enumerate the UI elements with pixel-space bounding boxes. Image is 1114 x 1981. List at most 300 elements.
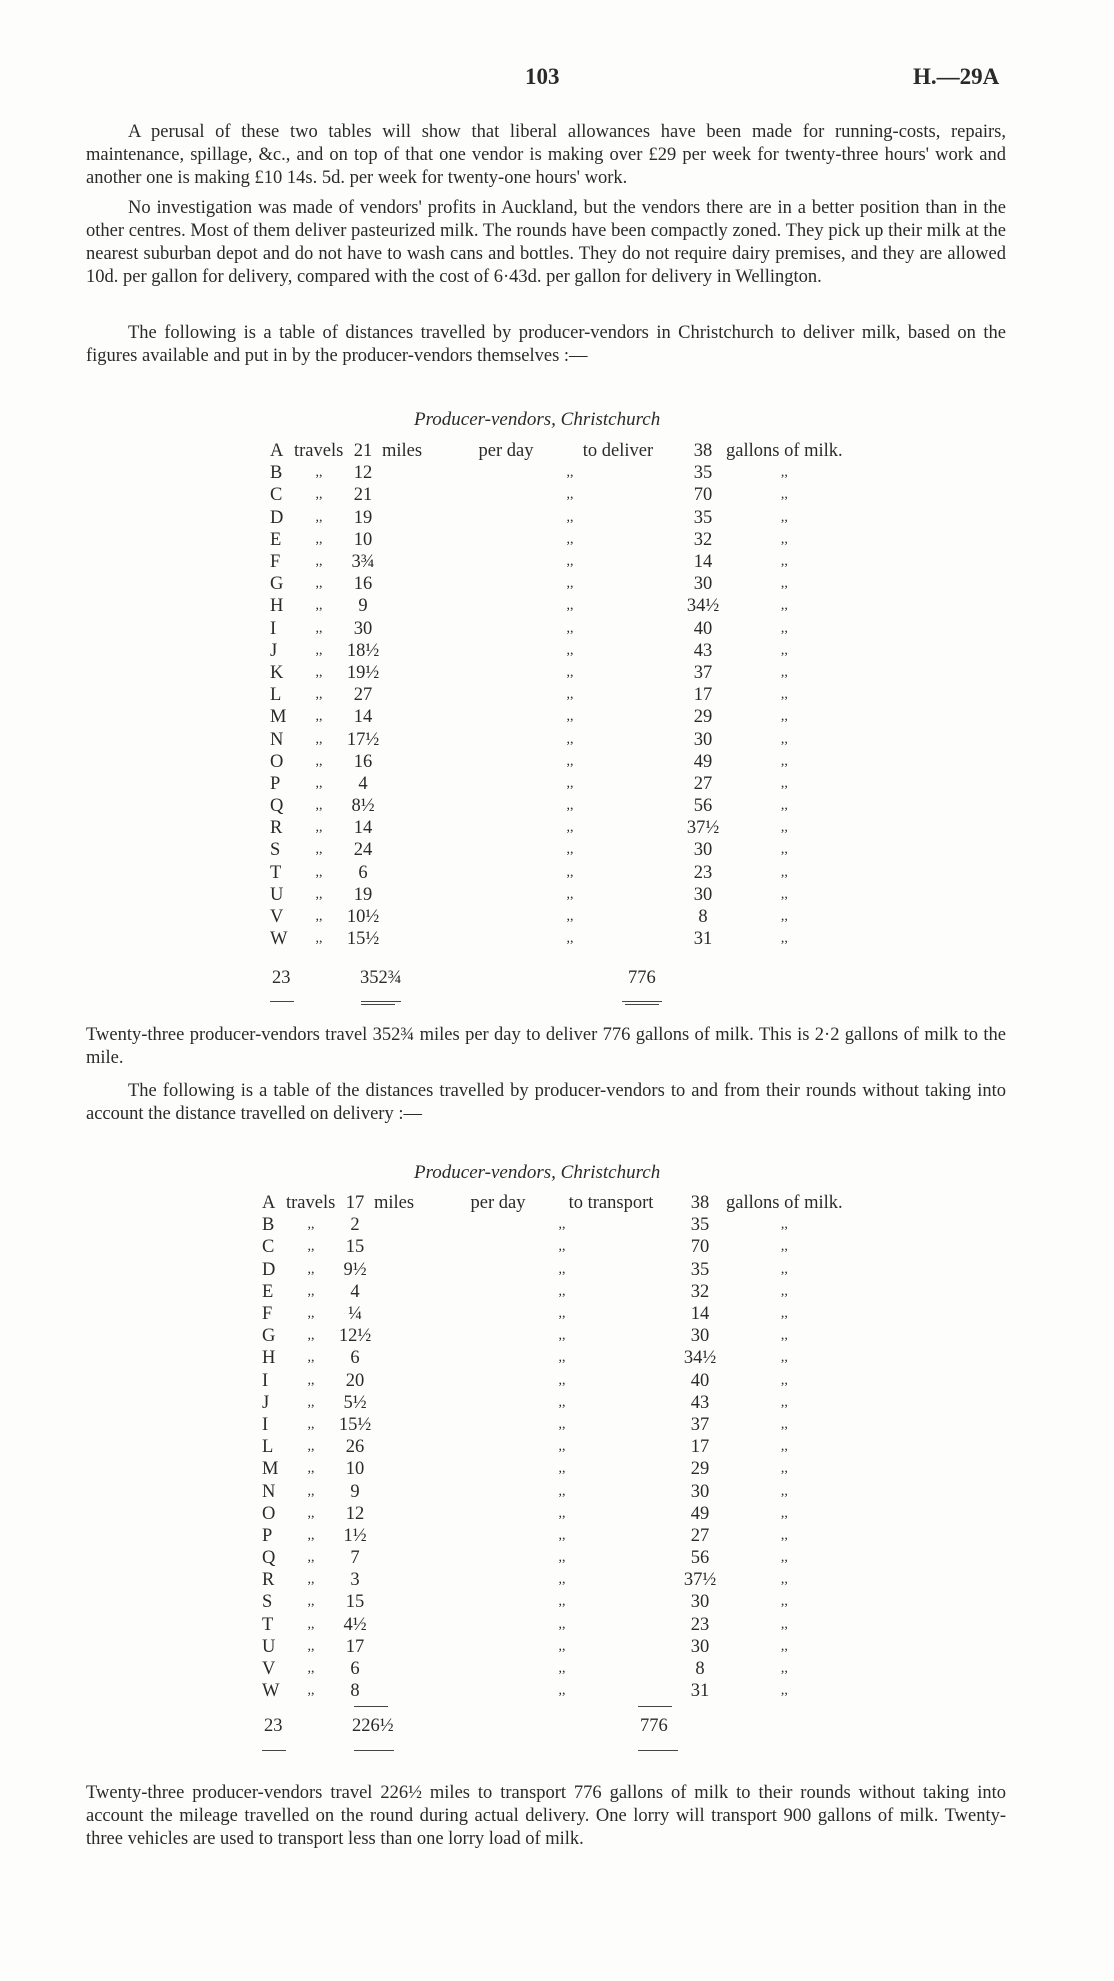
miles-value: 6: [350, 1659, 360, 1680]
table-row: [262, 1281, 843, 1303]
gallons-value: 17: [690, 1437, 710, 1458]
spacer: [456, 795, 556, 817]
spacer: [584, 906, 680, 928]
travels-ditto: ,,: [307, 1261, 315, 1277]
per-day-word: per day: [470, 1193, 526, 1214]
spacer: [374, 1236, 448, 1258]
gallons-ditto: ,,: [780, 465, 788, 481]
travels-ditto: ,,: [307, 1505, 315, 1521]
gallons-ditto: ,,: [780, 1572, 788, 1588]
miles-value: 12: [345, 1503, 365, 1524]
miles-word: miles: [382, 441, 423, 462]
spacer: [382, 773, 456, 795]
spacer: [576, 1458, 674, 1480]
spacer: [448, 1636, 548, 1658]
miles-value: 14: [353, 707, 373, 728]
spacer: [456, 640, 556, 662]
gallons-ditto: ,,: [780, 1483, 788, 1499]
miles-value: 3: [350, 1570, 360, 1591]
vendor-letter: J: [262, 1392, 270, 1413]
table-row: [262, 1569, 843, 1591]
table-row: [262, 1325, 843, 1347]
spacer: [576, 1392, 674, 1414]
per-day-ditto: ,,: [566, 886, 574, 902]
per-day-ditto: ,,: [566, 731, 574, 747]
spacer: [584, 507, 680, 529]
vendor-letter: I: [262, 1370, 269, 1391]
gallons-value: 14: [690, 1304, 710, 1325]
miles-value: 4: [350, 1281, 360, 1302]
travels-ditto: ,,: [307, 1661, 315, 1677]
spacer: [456, 706, 556, 728]
table1-body: [270, 440, 843, 950]
table2-total-gallons: 776: [640, 1716, 668, 1736]
per-day-ditto: ,,: [558, 1261, 566, 1277]
miles-value: 6: [350, 1348, 360, 1369]
miles-value: 19½: [346, 662, 380, 683]
vendor-letter: A: [262, 1193, 276, 1214]
table2-distances-transport: [262, 1192, 843, 1702]
per-day-ditto: ,,: [558, 1661, 566, 1677]
spacer: [382, 839, 456, 861]
gallons-value: 29: [693, 707, 713, 728]
spacer: [584, 795, 680, 817]
gallons-value: 30: [693, 840, 713, 861]
spacer: [448, 1591, 548, 1613]
gallons-value: 27: [693, 773, 713, 794]
paragraph-5: The following is a table of the distances travelled by producer-vendors to and from their rounds without taking into account the distance travelled on delivery :—: [86, 1081, 1006, 1124]
spacer: [456, 728, 556, 750]
table-row: [262, 1347, 843, 1369]
per-day-ditto: ,,: [558, 1394, 566, 1410]
miles-value: 17½: [346, 729, 380, 750]
table-row: [270, 529, 843, 551]
vendor-letter: O: [262, 1503, 276, 1524]
vendor-letter: P: [270, 773, 281, 794]
table-row: [262, 1436, 843, 1458]
vendor-letter: I: [262, 1414, 269, 1435]
spacer: [448, 1503, 548, 1525]
spacer: [382, 462, 456, 484]
paragraph-4: Twenty-three producer-vendors travel 352¾ miles per day to deliver 776 gallons of milk. This is 2·2 gallons of milk to the mile.: [86, 1025, 1006, 1068]
travels-ditto: ,,: [307, 1616, 315, 1632]
gallons-ditto: ,,: [780, 620, 788, 636]
gallons-value: 8: [695, 1659, 705, 1680]
spacer: [448, 1658, 548, 1680]
table1-gallons-rule: [625, 1004, 659, 1005]
vendor-letter: W: [270, 929, 288, 950]
spacer: [448, 1614, 548, 1636]
travels-ditto: ,,: [315, 531, 323, 547]
travels-ditto: ,,: [307, 1638, 315, 1654]
spacer: [576, 1414, 674, 1436]
miles-value: 19: [353, 507, 373, 528]
miles-value: 21: [353, 485, 373, 506]
gallons-word: gallons of milk.: [726, 1193, 843, 1214]
gallons-value: 40: [693, 618, 713, 639]
per-day-ditto: ,,: [566, 798, 574, 814]
table-row: [270, 618, 843, 640]
table-row: [262, 1414, 843, 1436]
gallons-ditto: ,,: [780, 1661, 788, 1677]
miles-value: 7: [350, 1548, 360, 1569]
per-day-ditto: ,,: [558, 1239, 566, 1255]
gallons-value: 31: [693, 929, 713, 950]
gallons-value: 17: [693, 685, 713, 706]
spacer: [382, 484, 456, 506]
gallons-value: 30: [693, 884, 713, 905]
spacer: [374, 1436, 448, 1458]
spacer: [382, 595, 456, 617]
spacer: [576, 1569, 674, 1591]
gallons-ditto: ,,: [780, 1505, 788, 1521]
spacer: [374, 1547, 448, 1569]
gallons-value: 30: [690, 1636, 710, 1657]
travels-ditto: ,,: [307, 1550, 315, 1566]
spacer: [584, 573, 680, 595]
spacer: [382, 906, 456, 928]
vendor-letter: C: [262, 1237, 275, 1258]
vendor-letter: D: [262, 1259, 276, 1280]
table-row: [262, 1480, 843, 1502]
miles-value: 24: [353, 840, 373, 861]
vendor-letter: J: [270, 640, 278, 661]
per-day-ditto: ,,: [566, 620, 574, 636]
table-row: [262, 1591, 843, 1613]
spacer: [584, 773, 680, 795]
table-row: [262, 1636, 843, 1658]
spacer: [374, 1325, 448, 1347]
spacer: [374, 1503, 448, 1525]
vendor-letter: F: [262, 1304, 273, 1325]
vendor-letter: Q: [262, 1548, 276, 1569]
travels-ditto: ,,: [307, 1416, 315, 1432]
spacer: [576, 1236, 674, 1258]
spacer: [448, 1569, 548, 1591]
per-day-ditto: ,,: [566, 864, 574, 880]
miles-value: 15: [345, 1592, 365, 1613]
miles-value: 9: [350, 1481, 360, 1502]
gallons-ditto: ,,: [780, 1372, 788, 1388]
table-row: [270, 684, 843, 706]
spacer: [576, 1303, 674, 1325]
spacer: [584, 728, 680, 750]
gallons-ditto: ,,: [780, 1461, 788, 1477]
spacer: [448, 1392, 548, 1414]
table-row: [270, 640, 843, 662]
miles-value: 16: [353, 751, 373, 772]
miles-value: 26: [345, 1437, 365, 1458]
per-day-ditto: ,,: [558, 1572, 566, 1588]
spacer: [456, 484, 556, 506]
page-number: 103: [525, 64, 560, 89]
spacer: [448, 1281, 548, 1303]
miles-value: 16: [353, 574, 373, 595]
travels-ditto: ,,: [315, 642, 323, 658]
travels-ditto: ,,: [315, 709, 323, 725]
spacer: [456, 573, 556, 595]
gallons-ditto: ,,: [780, 1683, 788, 1699]
per-day-ditto: ,,: [558, 1217, 566, 1233]
spacer: [448, 1525, 548, 1547]
spacer: [576, 1591, 674, 1613]
gallons-ditto: ,,: [780, 487, 788, 503]
spacer: [456, 817, 556, 839]
spacer: [456, 773, 556, 795]
spacer: [448, 1480, 548, 1502]
gallons-ditto: ,,: [780, 753, 788, 769]
gallons-value: 23: [693, 862, 713, 883]
travels-ditto: ,,: [307, 1394, 315, 1410]
miles-value: ¼: [348, 1304, 362, 1325]
table2-total-miles: 226½: [352, 1716, 394, 1736]
table-row: [270, 906, 843, 928]
gallons-ditto: ,,: [780, 709, 788, 725]
table-row: [270, 662, 843, 684]
vendor-letter: I: [270, 618, 277, 639]
travels-ditto: ,,: [307, 1439, 315, 1455]
spacer: [576, 1370, 674, 1392]
travels-ditto: ,,: [307, 1483, 315, 1499]
vendor-letter: O: [270, 751, 284, 772]
miles-value: 20: [345, 1370, 365, 1391]
paragraph-2: No investigation was made of vendors' profits in Auckland, but the vendors there are in a better position than in the other centres. Most of them deliver pasteurized milk. The rounds have been compactly zoned. They pick up their milk at the nearest suburban depot and do not have to wash cans and bottles. They do not require dairy premises, and they are allowed 10d. per gallon for delivery, compared with the cost of 6·43d. per gallon for delivery in Wellington.: [86, 198, 1006, 287]
gallons-word: gallons of milk.: [726, 441, 843, 462]
miles-value: 19: [353, 884, 373, 905]
per-day-ditto: ,,: [566, 909, 574, 925]
spacer: [448, 1325, 548, 1347]
table-row: [270, 573, 843, 595]
spacer: [374, 1370, 448, 1392]
travels-ditto: ,,: [315, 909, 323, 925]
spacer: [584, 884, 680, 906]
per-day-ditto: ,,: [566, 576, 574, 592]
spacer: [382, 551, 456, 573]
gallons-ditto: ,,: [780, 1239, 788, 1255]
per-day-ditto: ,,: [566, 642, 574, 658]
gallons-value: 38: [690, 1193, 710, 1214]
vendor-letter: H: [270, 596, 284, 617]
gallons-value: 35: [690, 1259, 710, 1280]
gallons-value: 32: [693, 529, 713, 550]
travels-word: travels: [294, 441, 344, 462]
table1-total-underline-gallons: [622, 1001, 662, 1002]
spacer: [584, 462, 680, 484]
per-day-ditto: ,,: [558, 1283, 566, 1299]
gallons-ditto: ,,: [780, 1283, 788, 1299]
document-reference: H.—29A: [913, 64, 1000, 89]
spacer: [374, 1569, 448, 1591]
spacer: [374, 1458, 448, 1480]
spacer: [456, 906, 556, 928]
gallons-ditto: ,,: [780, 1416, 788, 1432]
spacer: [374, 1525, 448, 1547]
gallons-value: 30: [693, 574, 713, 595]
spacer: [456, 662, 556, 684]
spacer: [456, 839, 556, 861]
gallons-ditto: ,,: [780, 1638, 788, 1654]
gallons-value: 35: [690, 1215, 710, 1236]
spacer: [382, 662, 456, 684]
table-row: [262, 1614, 843, 1636]
spacer: [448, 1236, 548, 1258]
spacer: [576, 1614, 674, 1636]
table-row: [270, 507, 843, 529]
miles-value: 4½: [343, 1614, 367, 1635]
spacer: [576, 1658, 674, 1680]
gallons-ditto: ,,: [780, 931, 788, 947]
table-row: [270, 706, 843, 728]
table1-first-row: [270, 440, 843, 462]
vendor-letter: K: [270, 662, 284, 683]
travels-ditto: ,,: [315, 842, 323, 858]
miles-value: 2: [350, 1215, 360, 1236]
gallons-value: 37: [693, 662, 713, 683]
table1-total-miles: 352¾: [360, 968, 402, 988]
spacer: [584, 551, 680, 573]
table-row: [270, 928, 843, 950]
miles-value: 21: [353, 441, 373, 462]
vendor-letter: F: [270, 552, 281, 573]
spacer: [456, 529, 556, 551]
vendor-letter: C: [270, 485, 283, 506]
gallons-value: 30: [693, 729, 713, 750]
per-day-ditto: ,,: [566, 598, 574, 614]
gallons-ditto: ,,: [780, 820, 788, 836]
spacer: [374, 1480, 448, 1502]
travels-ditto: ,,: [307, 1306, 315, 1322]
table2-total-underline-gallons: [638, 1750, 678, 1751]
table2-total-underline-vendors: [262, 1750, 286, 1751]
vendor-letter: W: [262, 1681, 280, 1702]
spacer: [576, 1503, 674, 1525]
table-row: [270, 751, 843, 773]
vendor-letter: U: [270, 884, 284, 905]
miles-value: 10: [353, 529, 373, 550]
miles-value: 5½: [343, 1392, 367, 1413]
per-day-ditto: ,,: [558, 1439, 566, 1455]
travels-ditto: ,,: [315, 598, 323, 614]
per-day-ditto: ,,: [566, 931, 574, 947]
travels-ditto: ,,: [315, 465, 323, 481]
vendor-letter: L: [262, 1437, 274, 1458]
travels-ditto: ,,: [307, 1217, 315, 1233]
table2-caption: Producer-vendors, Christchurch: [414, 1162, 661, 1183]
spacer: [374, 1303, 448, 1325]
gallons-ditto: ,,: [780, 909, 788, 925]
gallons-value: 30: [690, 1326, 710, 1347]
gallons-ditto: ,,: [780, 1217, 788, 1233]
spacer: [584, 595, 680, 617]
miles-value: 14: [353, 818, 373, 839]
spacer: [374, 1636, 448, 1658]
gallons-value: 49: [693, 751, 713, 772]
spacer: [584, 684, 680, 706]
vendor-letter: D: [270, 507, 284, 528]
spacer: [456, 551, 556, 573]
table-row: [262, 1259, 843, 1281]
vendor-letter: S: [270, 840, 281, 861]
spacer: [456, 862, 556, 884]
gallons-value: 35: [693, 507, 713, 528]
travels-ditto: ,,: [307, 1328, 315, 1344]
per-day-ditto: ,,: [558, 1638, 566, 1654]
spacer: [382, 862, 456, 884]
travels-ditto: ,,: [315, 798, 323, 814]
gallons-value: 70: [690, 1237, 710, 1258]
vendor-letter: A: [270, 441, 284, 462]
travels-ditto: ,,: [315, 576, 323, 592]
table-row: [270, 462, 843, 484]
per-day-ditto: ,,: [566, 509, 574, 525]
per-day-ditto: ,,: [558, 1527, 566, 1543]
per-day-ditto: ,,: [558, 1505, 566, 1521]
gallons-ditto: ,,: [780, 664, 788, 680]
travels-ditto: ,,: [315, 775, 323, 791]
vendor-letter: Q: [270, 796, 284, 817]
spacer: [584, 640, 680, 662]
paragraph-3: The following is a table of distances travelled by producer-vendors in Christchurch to deliver milk, based on the figures available and put in by the producer-vendors themselves :—: [86, 323, 1006, 366]
miles-word: miles: [374, 1193, 415, 1214]
spacer: [576, 1480, 674, 1502]
page-header: [0, 64, 1114, 98]
gallons-value: 30: [690, 1592, 710, 1613]
spacer: [382, 529, 456, 551]
spacer: [382, 573, 456, 595]
gallons-ditto: ,,: [780, 1350, 788, 1366]
miles-value: 17: [345, 1636, 365, 1657]
per-day-ditto: ,,: [558, 1550, 566, 1566]
per-day-ditto: ,,: [566, 687, 574, 703]
paragraph-6: Twenty-three producer-vendors travel 226½ miles to transport 776 gallons of milk to their rounds without taking into account the mileage travelled on the round during actual delivery. One lorry will transport 900 gallons of milk. Twenty-three vehicles are used to transport less than one lorry load of milk.: [86, 1783, 1006, 1849]
vendor-letter: P: [262, 1525, 273, 1546]
vendor-letter: V: [262, 1659, 276, 1680]
spacer: [584, 817, 680, 839]
miles-value: 27: [353, 685, 373, 706]
per-day-ditto: ,,: [566, 753, 574, 769]
table-row: [262, 1525, 843, 1547]
spacer: [576, 1347, 674, 1369]
table-row: [262, 1392, 843, 1414]
gallons-ditto: ,,: [780, 842, 788, 858]
gallons-value: 38: [693, 441, 713, 462]
per-day-ditto: ,,: [566, 820, 574, 836]
action-word: to transport: [568, 1193, 654, 1214]
spacer: [584, 928, 680, 950]
vendor-letter: B: [270, 463, 283, 484]
gallons-value: 34½: [683, 1348, 717, 1369]
spacer: [456, 928, 556, 950]
table-row: [262, 1680, 843, 1702]
gallons-value: 43: [693, 640, 713, 661]
spacer: [448, 1680, 548, 1702]
spacer: [456, 507, 556, 529]
vendor-letter: G: [270, 574, 284, 595]
travels-ditto: ,,: [315, 731, 323, 747]
spacer: [456, 618, 556, 640]
gallons-value: 43: [690, 1392, 710, 1413]
travels-ditto: ,,: [315, 864, 323, 880]
miles-value: 3¾: [351, 552, 375, 573]
gallons-ditto: ,,: [780, 1527, 788, 1543]
gallons-ditto: ,,: [780, 886, 788, 902]
gallons-value: 37½: [683, 1570, 717, 1591]
table1-total-underline-vendors: [270, 1001, 294, 1002]
gallons-ditto: ,,: [780, 1439, 788, 1455]
travels-ditto: ,,: [307, 1683, 315, 1699]
gallons-value: 34½: [686, 596, 720, 617]
table1-caption: Producer-vendors, Christchurch: [414, 409, 661, 430]
